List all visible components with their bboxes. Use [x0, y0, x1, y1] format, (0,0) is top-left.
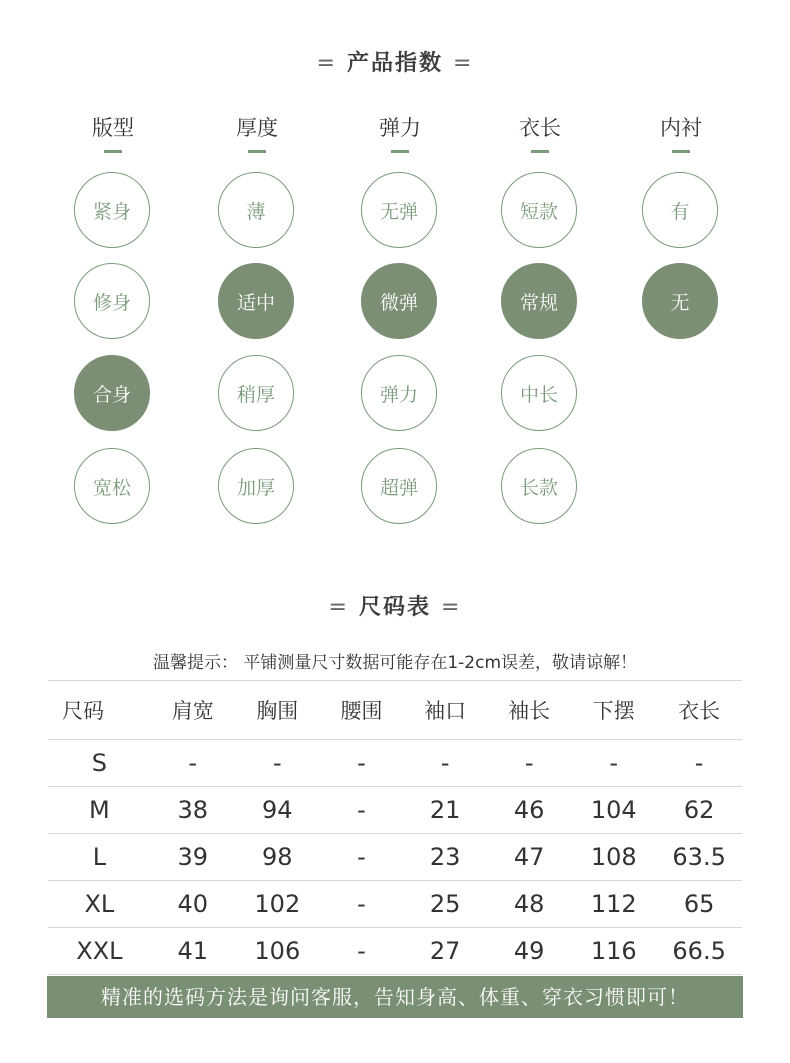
- table-cell: 108: [571, 834, 656, 881]
- table-cell: -: [320, 787, 403, 834]
- table-cell: 102: [235, 881, 320, 928]
- size-column-header: 尺码: [48, 681, 151, 740]
- size-column-header: 胸围: [235, 681, 320, 740]
- table-cell: 38: [151, 787, 235, 834]
- index-option: 短款: [501, 172, 577, 248]
- table-cell: 63.5: [656, 834, 742, 881]
- product-index-title-text: 产品指数: [346, 51, 443, 76]
- table-cell: 39: [151, 834, 235, 881]
- table-cell: M: [48, 787, 151, 834]
- index-column: [485, 114, 595, 153]
- size-column-header: 下摆: [571, 681, 656, 740]
- size-table: [48, 680, 742, 975]
- table-cell: 104: [571, 787, 656, 834]
- table-cell: -: [151, 740, 235, 787]
- header-underline: [248, 150, 266, 153]
- table-row: [48, 928, 742, 975]
- table-row: [48, 834, 742, 881]
- index-option: 修身: [74, 263, 150, 339]
- table-cell: 23: [403, 834, 487, 881]
- size-chart-title: [0, 590, 790, 621]
- size-column-header: 袖长: [487, 681, 571, 740]
- table-cell: -: [320, 928, 403, 975]
- index-column-header: 厚度: [236, 116, 278, 140]
- index-option: 长款: [501, 448, 577, 524]
- table-cell: 25: [403, 881, 487, 928]
- table-cell: -: [403, 740, 487, 787]
- size-column-header: 腰围: [320, 681, 403, 740]
- size-chart-title-text: 尺码表: [358, 595, 431, 620]
- table-cell: -: [320, 834, 403, 881]
- table-cell: -: [320, 740, 403, 787]
- table-cell: 47: [487, 834, 571, 881]
- index-column: [345, 114, 455, 153]
- title-decoration-right: =: [453, 51, 474, 76]
- table-cell: 41: [151, 928, 235, 975]
- table-cell: 98: [235, 834, 320, 881]
- size-table-body: [48, 740, 742, 975]
- index-column: [58, 114, 168, 153]
- index-option: 超弹: [361, 448, 437, 524]
- index-option: 有: [642, 172, 718, 248]
- table-row: [48, 881, 742, 928]
- index-column: [202, 114, 312, 153]
- table-cell: 66.5: [656, 928, 742, 975]
- index-option: 弹力: [361, 355, 437, 431]
- measurement-notice: 温馨提示： 平铺测量尺寸数据可能存在1-2cm误差，敬请谅解！: [152, 653, 638, 673]
- title-decoration-left: =: [328, 595, 349, 620]
- table-cell: 112: [571, 881, 656, 928]
- table-cell: 21: [403, 787, 487, 834]
- index-option: 无弹: [361, 172, 437, 248]
- title-decoration-right: =: [441, 595, 462, 620]
- index-option: 紧身: [74, 172, 150, 248]
- table-cell: 49: [487, 928, 571, 975]
- table-cell: 40: [151, 881, 235, 928]
- index-option-selected: 微弹: [361, 263, 437, 339]
- table-cell: 48: [487, 881, 571, 928]
- table-cell: 62: [656, 787, 742, 834]
- table-row: [48, 740, 742, 787]
- table-cell: S: [48, 740, 151, 787]
- size-column-header: 衣长: [656, 681, 742, 740]
- table-cell: 27: [403, 928, 487, 975]
- index-option-selected: 合身: [74, 355, 150, 431]
- header-underline: [531, 150, 549, 153]
- header-underline: [391, 150, 409, 153]
- index-option-selected: 无: [642, 263, 718, 339]
- table-cell: -: [656, 740, 742, 787]
- product-index-title: [0, 46, 790, 77]
- size-column-header: 袖口: [403, 681, 487, 740]
- index-column-header: 版型: [92, 116, 134, 140]
- size-table-header: [48, 681, 742, 740]
- index-option-selected: 常规: [501, 263, 577, 339]
- table-cell: -: [487, 740, 571, 787]
- table-cell: -: [320, 881, 403, 928]
- index-option: 宽松: [74, 448, 150, 524]
- index-column-header: 弹力: [379, 116, 421, 140]
- table-cell: 106: [235, 928, 320, 975]
- footer-banner: 精准的选码方法是询问客服，告知身高、体重、穿衣习惯即可！: [47, 976, 743, 1018]
- index-column: [626, 114, 736, 153]
- table-row: [48, 787, 742, 834]
- index-option: 稍厚: [218, 355, 294, 431]
- index-option: 中长: [501, 355, 577, 431]
- index-option-selected: 适中: [218, 263, 294, 339]
- table-cell: L: [48, 834, 151, 881]
- index-column-header: 衣长: [519, 116, 561, 140]
- table-cell: XXL: [48, 928, 151, 975]
- size-column-header: 肩宽: [151, 681, 235, 740]
- title-decoration-left: =: [316, 51, 337, 76]
- index-column-header: 内衬: [660, 116, 702, 140]
- table-cell: 65: [656, 881, 742, 928]
- header-underline: [672, 150, 690, 153]
- table-cell: -: [235, 740, 320, 787]
- table-cell: -: [571, 740, 656, 787]
- table-cell: XL: [48, 881, 151, 928]
- table-cell: 94: [235, 787, 320, 834]
- table-cell: 46: [487, 787, 571, 834]
- header-underline: [104, 150, 122, 153]
- table-cell: 116: [571, 928, 656, 975]
- index-option: 薄: [218, 172, 294, 248]
- index-option: 加厚: [218, 448, 294, 524]
